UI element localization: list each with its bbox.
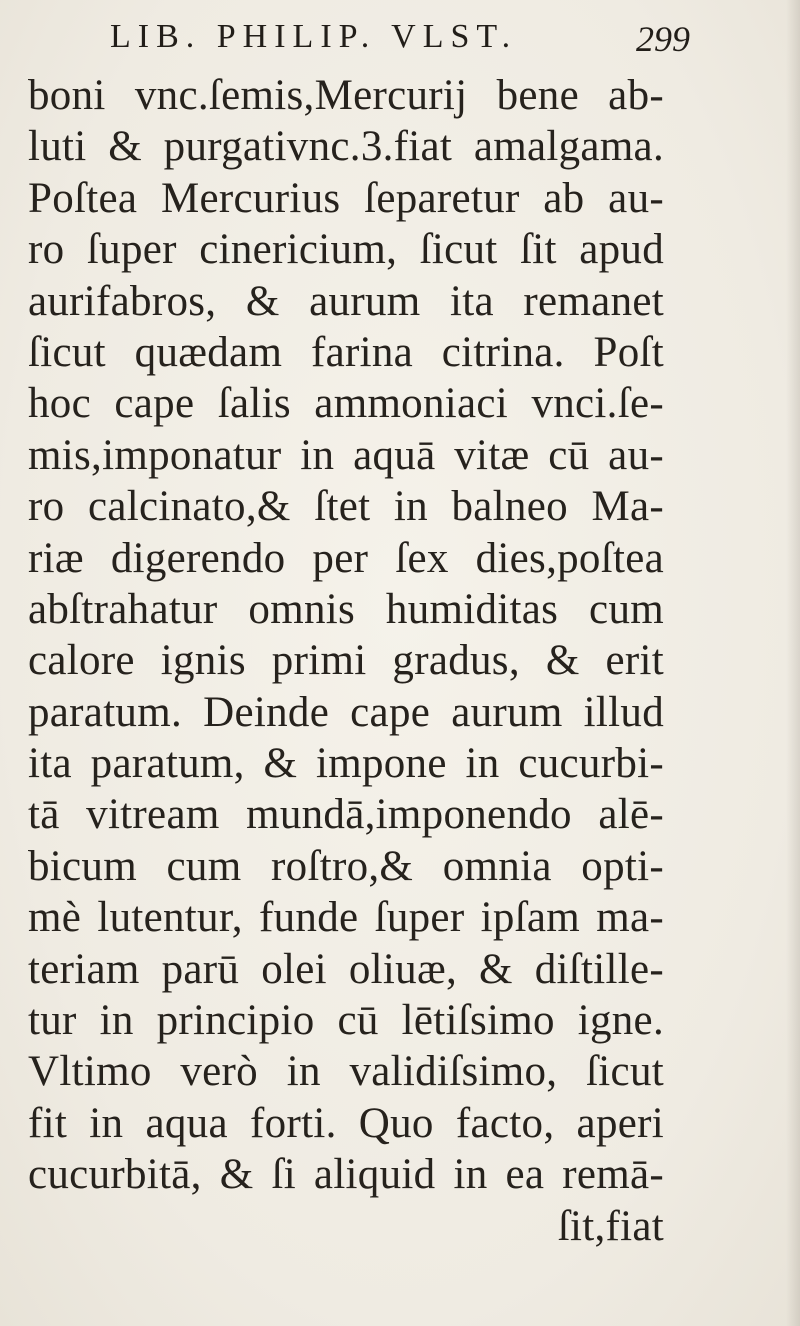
page-header xyxy=(110,18,690,62)
text-line: luti & purgativnc.3.fiat amalgama. xyxy=(28,123,664,171)
text-line: fit in aqua forti. Quo facto, aperi xyxy=(28,1099,664,1147)
running-head: LIB. PHILIP. VLST. xyxy=(110,18,518,55)
text-line: bicum cum roſtro,& omnia opti- xyxy=(28,842,664,890)
text-line: mis,imponatur in aquā vitæ cū au- xyxy=(28,431,664,479)
page-number: 299 xyxy=(636,19,690,59)
text-line: teriam parū olei oliuæ, & diſtille- xyxy=(28,945,664,993)
text-line: ro calcinato,& ſtet in balneo Ma- xyxy=(28,483,664,531)
text-line: mè lutentur, funde ſuper ipſam ma- xyxy=(28,894,664,942)
text-line: ro ſuper cinericium, ſicut ſit apud xyxy=(28,226,664,274)
body-text xyxy=(28,70,664,1252)
text-line: hoc cape ſalis ammoniaci vnci.ſe- xyxy=(28,380,664,428)
text-line: cucurbitā, & ſi aliquid in ea remā- xyxy=(28,1151,664,1199)
text-line: tā vitream mundā,imponendo alē- xyxy=(28,791,664,839)
text-line: Vltimo verò in validiſsimo, ſicut xyxy=(28,1048,664,1096)
text-line: calore ignis primi gradus, & erit xyxy=(28,637,664,685)
text-line: ſicut quædam farina citrina. Poſt xyxy=(28,328,664,376)
text-line: aurifabros, & aurum ita remanet xyxy=(28,277,664,325)
text-line: boni vnc.ſemis,Mercurij bene ab- xyxy=(28,72,664,119)
text-line: paratum. Deinde cape aurum illud xyxy=(28,688,664,736)
text-line: Poſtea Mercurius ſeparetur ab au- xyxy=(28,174,664,222)
text-line: ita paratum, & impone in cucurbi- xyxy=(28,740,664,788)
text-line: tur in principio cū lētiſsimo igne. xyxy=(28,997,664,1045)
catchword-line: ſit,fiat xyxy=(557,1202,664,1250)
text-line: abſtrahatur omnis humiditas cum xyxy=(28,585,664,633)
page-edge-shadow xyxy=(786,0,800,1326)
text-line: riæ digerendo per ſex dies,poſtea xyxy=(28,534,664,582)
